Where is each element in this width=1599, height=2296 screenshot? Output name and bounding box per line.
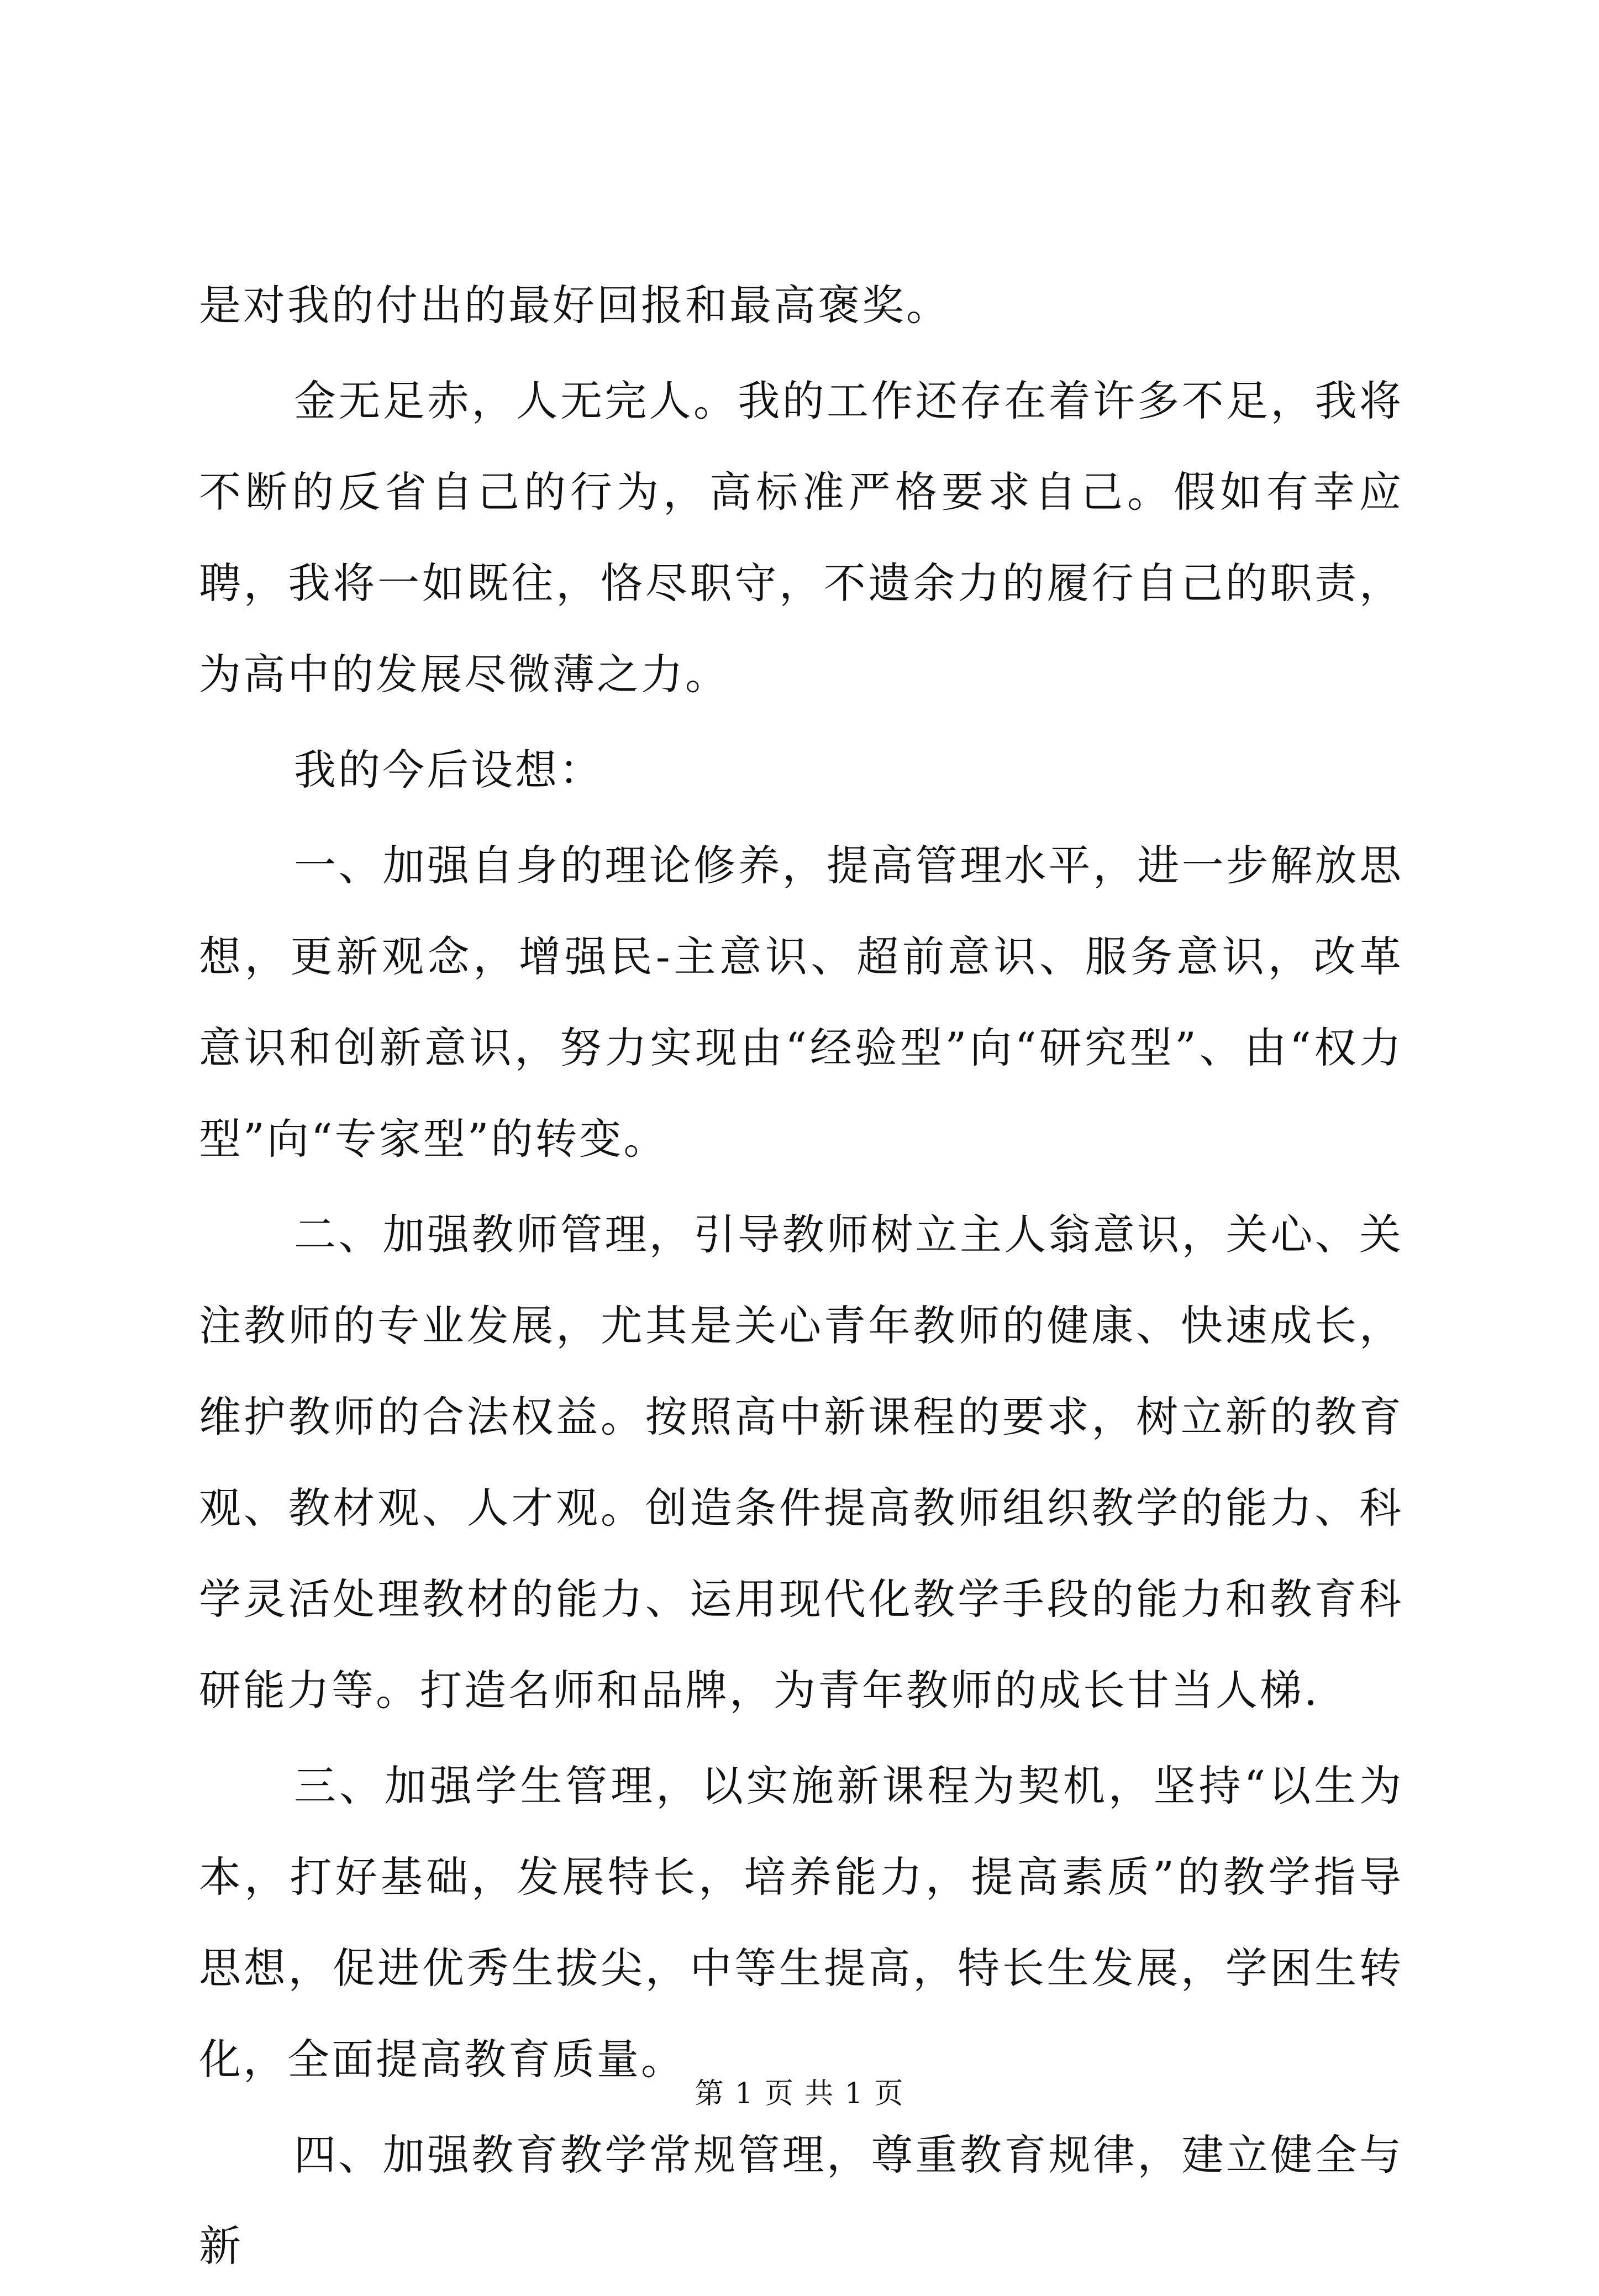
document-body	[199, 260, 1403, 2296]
paragraph-plan-one: 一、加强自身的理论修养，提高管理水平，进一步解放思想，更新观念，增强民-主意识、超前意识、服务意识，改革意识和创新意识，努力实现由“经验型”向“研究型”、由“权力型”向“专家型”的转变。	[199, 841, 1403, 1163]
paragraph-continuation: 是对我的付出的最好回报和最高褒奖。	[199, 281, 950, 330]
paragraph-plan-two: 二、加强教师管理，引导教师树立主人翁意识，关心、关注教师的专业发展，尤其是关心青年教师的健康、快速成长，维护教师的合法权益。按照高中新课程的要求，树立新的教育观、教材观、人才观。创造条件提高教师组织教学的能力、科学灵活处理教材的能力、运用现代化教学手段的能力和教育科研能力等。打造名师和品牌，为青年教师的成长甘当人梯.	[199, 1210, 1403, 1715]
paragraph-self-reflection: 金无足赤，人无完人。我的工作还存在着许多不足，我将不断的反省自己的行为，高标准严格要求自己。假如有幸应聘，我将一如既往，恪尽职守，不遗余力的履行自己的职责，为高中的发展尽微薄之力。	[199, 376, 1403, 699]
page-number-footer: 第 1 页 共 1 页	[695, 2077, 904, 2110]
paragraph-plan-four: 四、加强教育教学常规管理，尊重教育规律，建立健全与新	[199, 2130, 1403, 2271]
paragraph-future-plans-heading: 我的今后设想：	[294, 745, 603, 794]
paragraph-plan-three: 三、加强学生管理，以实施新课程为契机，坚持“以生为本，打好基础，发展特长，培养能力，提高素质”的教学指导思想，促进优秀生拔尖，中等生提高，特长生发展，学困生转化，全面提高教育质量。	[199, 1761, 1403, 2084]
